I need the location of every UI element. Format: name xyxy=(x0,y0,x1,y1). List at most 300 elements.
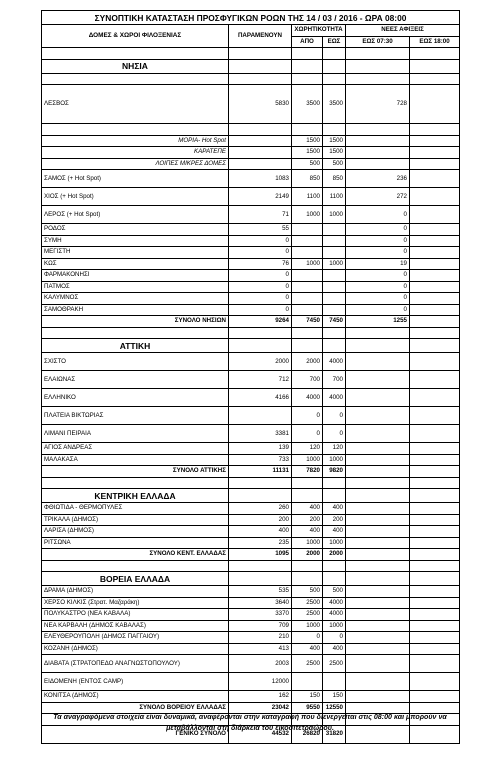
empty-cell xyxy=(229,327,292,339)
data-row xyxy=(42,691,460,703)
arrivals-1800-cell xyxy=(410,224,460,236)
capacity-to-cell: 0 xyxy=(323,632,346,644)
arrivals-0730-cell: 0 xyxy=(346,293,410,305)
structure-name: ΕΛΕΥΘΕΡΟΥΠΟΛΗ (ΔΗΜΟΣ ΠΑΓΓΑΙΟΥ) xyxy=(42,632,229,644)
header-remaining: ΠΑΡΑΜΕΝΟΥΝ xyxy=(229,25,292,48)
remaining-cell xyxy=(229,407,292,425)
arrivals-1800-cell xyxy=(410,620,460,632)
capacity-from-cell: 7450 xyxy=(292,316,323,328)
capacity-to-cell xyxy=(323,270,346,282)
data-row xyxy=(42,224,460,236)
section-row xyxy=(42,489,460,503)
empty-cell xyxy=(346,339,410,353)
remaining-cell: 0 xyxy=(229,235,292,247)
capacity-from-cell xyxy=(292,293,323,305)
structure-name: ΕΛΛΗΝΙΚΟ xyxy=(42,389,229,407)
header-row xyxy=(42,25,460,37)
data-row xyxy=(42,353,460,371)
section-row xyxy=(42,59,460,73)
arrivals-0730-cell: 728 xyxy=(346,85,410,124)
capacity-to-cell: 1000 xyxy=(323,620,346,632)
arrivals-1800-cell xyxy=(410,206,460,224)
arrivals-1800-cell xyxy=(410,293,460,305)
capacity-to-cell: 0 xyxy=(323,425,346,443)
capacity-to-cell: 400 xyxy=(323,643,346,655)
empty-cell xyxy=(42,73,229,85)
capacity-from-cell: 1000 xyxy=(292,206,323,224)
empty-cell xyxy=(229,48,292,60)
structure-name: ΔΡΑΜΑ (ΔΗΜΟΣ) xyxy=(42,586,229,598)
arrivals-0730-cell xyxy=(346,407,410,425)
structure-name: ΔΙΑΒΑΤΑ (ΣΤΡΑΤΟΠΕΔΟ ΑΝΑΓΝΩΣΤΟΠΟΥΛΟΥ) xyxy=(42,655,229,673)
structure-name: ΜΕΓΙΣΤΗ xyxy=(42,247,229,259)
arrivals-0730-cell xyxy=(346,549,410,561)
empty-cell xyxy=(346,59,410,73)
arrivals-0730-cell xyxy=(346,466,410,478)
capacity-from-cell: 1000 xyxy=(292,620,323,632)
data-row xyxy=(42,158,460,170)
remaining-cell: 12000 xyxy=(229,673,292,691)
remaining-cell: 210 xyxy=(229,632,292,644)
empty-cell xyxy=(323,477,346,489)
arrivals-1800-cell xyxy=(410,147,460,159)
section-heading: ΚΕΝΤΡΙΚΗ ΕΛΛΑΔΑ xyxy=(42,489,229,503)
capacity-to-cell xyxy=(323,224,346,236)
arrivals-0730-cell: 0 xyxy=(346,247,410,259)
remaining-cell: 733 xyxy=(229,454,292,466)
remaining-cell: 400 xyxy=(229,526,292,538)
total-row xyxy=(42,549,460,561)
empty-cell xyxy=(346,124,410,136)
capacity-to-cell xyxy=(323,293,346,305)
arrivals-1800-cell xyxy=(410,454,460,466)
structure-name: ΜΟΡΙΑ- Hot Spot xyxy=(42,135,229,147)
structure-name: ΧΕΡΣΟ ΚΙΛΚΙΣ (Στρατ. Μαζαράκη) xyxy=(42,597,229,609)
capacity-to-cell: 4000 xyxy=(323,597,346,609)
empty-cell xyxy=(292,327,323,339)
structure-name: ΛΕΡΟΣ (+ Hot Spot) xyxy=(42,206,229,224)
arrivals-0730-cell: 236 xyxy=(346,170,410,188)
arrivals-1800-cell xyxy=(410,407,460,425)
empty-cell xyxy=(323,339,346,353)
arrivals-0730-cell: 0 xyxy=(346,270,410,282)
capacity-to-cell: 1000 xyxy=(323,206,346,224)
capacity-from-cell xyxy=(292,281,323,293)
data-row xyxy=(42,371,460,389)
spacer-row xyxy=(42,327,460,339)
data-row xyxy=(42,270,460,282)
capacity-from-cell: 500 xyxy=(292,586,323,598)
remaining-cell: 5830 xyxy=(229,85,292,124)
remaining-cell: 9264 xyxy=(229,316,292,328)
header-capacity: ΧΩΡΗΤΙΚΟΤΗΤΑ xyxy=(292,25,346,37)
arrivals-0730-cell xyxy=(346,147,410,159)
capacity-to-cell: 4000 xyxy=(323,353,346,371)
data-row xyxy=(42,293,460,305)
empty-cell xyxy=(410,339,460,353)
arrivals-1800-cell xyxy=(410,691,460,703)
arrivals-1800-cell xyxy=(410,526,460,538)
empty-cell xyxy=(346,48,410,60)
arrivals-0730-cell xyxy=(346,597,410,609)
structure-name: ΚΑΡΑΤΕΠΕ xyxy=(42,147,229,159)
data-row xyxy=(42,147,460,159)
remaining-cell: 0 xyxy=(229,304,292,316)
empty-cell xyxy=(323,560,346,572)
arrivals-1800-cell xyxy=(410,466,460,478)
arrivals-1800-cell xyxy=(410,135,460,147)
arrivals-0730-cell: 0 xyxy=(346,206,410,224)
capacity-to-cell: 7450 xyxy=(323,316,346,328)
empty-cell xyxy=(323,489,346,503)
arrivals-1800-cell xyxy=(410,247,460,259)
capacity-to-cell xyxy=(323,281,346,293)
capacity-to-cell: 1500 xyxy=(323,147,346,159)
capacity-from-cell: 0 xyxy=(292,407,323,425)
empty-cell xyxy=(410,59,460,73)
arrivals-1800-cell xyxy=(410,655,460,673)
spacer-row xyxy=(42,477,460,489)
capacity-from-cell: 2500 xyxy=(292,597,323,609)
remaining-cell: 76 xyxy=(229,258,292,270)
capacity-from-cell: 400 xyxy=(292,503,323,515)
data-row xyxy=(42,537,460,549)
structure-name: ΛΙΜΑΝΙ ΠΕΙΡΑΙΑ xyxy=(42,425,229,443)
arrivals-0730-cell xyxy=(346,586,410,598)
capacity-to-cell: 2500 xyxy=(323,655,346,673)
structure-name: ΡΙΤΣΩΝΑ xyxy=(42,537,229,549)
arrivals-0730-cell xyxy=(346,673,410,691)
empty-cell xyxy=(346,560,410,572)
structure-name: ΧΙΟΣ (+ Hot Spot) xyxy=(42,188,229,206)
capacity-from-cell: 26820 xyxy=(292,725,323,743)
structure-name: ΠΟΛΥΚΑΣΤΡΟ (ΝΕΑ ΚΑΒΑΛΑ) xyxy=(42,609,229,621)
arrivals-1800-cell xyxy=(410,270,460,282)
capacity-from-cell xyxy=(292,247,323,259)
structure-name: ΕΛΑΙΩΝΑΣ xyxy=(42,371,229,389)
capacity-to-cell xyxy=(323,673,346,691)
header-new-arrivals: ΝΕΕΣ ΑΦΙΞΕΙΣ xyxy=(346,25,460,37)
remaining-cell xyxy=(229,158,292,170)
structure-name: ΚΟΝΙΤΣΑ (ΔΗΜΟΣ) xyxy=(42,691,229,703)
structure-name: ΦΑΡΜΑΚΟΝΗΣΙ xyxy=(42,270,229,282)
empty-cell xyxy=(410,560,460,572)
capacity-to-cell: 9820 xyxy=(323,466,346,478)
empty-cell xyxy=(292,59,323,73)
remaining-cell: 11131 xyxy=(229,466,292,478)
title-row xyxy=(42,11,460,25)
arrivals-1800-cell xyxy=(410,158,460,170)
empty-cell xyxy=(42,560,229,572)
arrivals-1800-cell xyxy=(410,85,460,124)
capacity-from-cell: 850 xyxy=(292,170,323,188)
capacity-from-cell: 2000 xyxy=(292,353,323,371)
empty-cell xyxy=(410,489,460,503)
arrivals-1800-cell xyxy=(410,597,460,609)
empty-cell xyxy=(292,560,323,572)
capacity-to-cell: 1500 xyxy=(323,135,346,147)
remaining-cell: 0 xyxy=(229,247,292,259)
arrivals-0730-cell: 0 xyxy=(346,224,410,236)
structure-name: ΤΡΙΚΑΛΑ (ΔΗΜΟΣ) xyxy=(42,514,229,526)
data-row xyxy=(42,281,460,293)
remaining-cell: 3370 xyxy=(229,609,292,621)
data-row xyxy=(42,643,460,655)
arrivals-0730-cell xyxy=(346,537,410,549)
empty-cell xyxy=(346,73,410,85)
capacity-to-cell xyxy=(323,247,346,259)
capacity-to-cell: 12550 xyxy=(323,702,346,714)
header-structures: ΔΟΜΕΣ & ΧΩΡΟΙ ΦΙΛΟΞΕΝΙΑΣ xyxy=(42,25,229,48)
remaining-cell: 535 xyxy=(229,586,292,598)
arrivals-0730-cell: 0 xyxy=(346,281,410,293)
refugee-flows-table xyxy=(41,10,460,744)
capacity-from-cell xyxy=(292,270,323,282)
empty-cell xyxy=(292,73,323,85)
remaining-cell: 235 xyxy=(229,537,292,549)
data-row xyxy=(42,597,460,609)
arrivals-0730-cell xyxy=(346,503,410,515)
empty-cell xyxy=(292,572,323,586)
empty-cell xyxy=(229,489,292,503)
structure-name: ΛΑΡΙΣΑ (ΔΗΜΟΣ) xyxy=(42,526,229,538)
remaining-cell: 2000 xyxy=(229,353,292,371)
remaining-cell: 0 xyxy=(229,281,292,293)
empty-cell xyxy=(323,73,346,85)
empty-cell xyxy=(323,572,346,586)
capacity-from-cell: 150 xyxy=(292,691,323,703)
arrivals-1800-cell xyxy=(410,371,460,389)
empty-cell xyxy=(229,339,292,353)
capacity-from-cell: 500 xyxy=(292,158,323,170)
arrivals-1800-cell xyxy=(410,425,460,443)
arrivals-1800-cell xyxy=(410,537,460,549)
empty-cell xyxy=(410,327,460,339)
capacity-to-cell: 150 xyxy=(323,691,346,703)
arrivals-0730-cell xyxy=(346,609,410,621)
structure-name: ΣΑΜΟΘΡΑΚΗ xyxy=(42,304,229,316)
data-row xyxy=(42,609,460,621)
arrivals-0730-cell: 19 xyxy=(346,258,410,270)
structure-name: ΠΑΤΜΟΣ xyxy=(42,281,229,293)
empty-cell xyxy=(346,477,410,489)
data-row xyxy=(42,188,460,206)
capacity-to-cell xyxy=(323,304,346,316)
report-title: ΣΥΝΟΠΤΙΚΗ ΚΑΤΑΣΤΑΣΗ ΠΡΟΣΦΥΓΙΚΩΝ ΡΟΩΝ ΤΗΣ 14 / 03 / 2016 - ΩΡΑ 08:00 xyxy=(42,11,460,25)
empty-cell xyxy=(410,477,460,489)
arrivals-0730-cell xyxy=(346,526,410,538)
empty-cell xyxy=(323,59,346,73)
data-row xyxy=(42,235,460,247)
remaining-cell: 413 xyxy=(229,643,292,655)
capacity-from-cell: 2000 xyxy=(292,549,323,561)
remaining-cell: 712 xyxy=(229,371,292,389)
empty-cell xyxy=(229,560,292,572)
arrivals-0730-cell xyxy=(346,389,410,407)
arrivals-1800-cell xyxy=(410,514,460,526)
arrivals-0730-cell: 0 xyxy=(346,304,410,316)
data-row xyxy=(42,514,460,526)
empty-cell xyxy=(410,73,460,85)
structure-name: ΠΛΑΤΕΙΑ ΒΙΚΤΩΡΙΑΣ xyxy=(42,407,229,425)
footnote: Τα αναγραφόμενα στοιχεία είναι δυναμικά, αναφέρονται στην καταγραφή που διενεργείται στις 08:00 και μπορούν να μεταβάλλονται στη διάρκεια του εικοσιτετραώρου. xyxy=(53,713,447,732)
capacity-from-cell: 700 xyxy=(292,371,323,389)
capacity-to-cell: 500 xyxy=(323,158,346,170)
section-row xyxy=(42,572,460,586)
structure-name: ΣΧΙΣΤΟ xyxy=(42,353,229,371)
remaining-cell: 4166 xyxy=(229,389,292,407)
total-label: ΣΥΝΟΛΟ ΒΟΡΕΙΟΥ ΕΛΛΑΔΑΣ xyxy=(42,702,229,714)
capacity-from-cell xyxy=(292,224,323,236)
empty-cell xyxy=(42,477,229,489)
remaining-cell xyxy=(229,135,292,147)
structure-name: ΚΩΣ xyxy=(42,258,229,270)
arrivals-1800-cell xyxy=(410,549,460,561)
empty-cell xyxy=(229,73,292,85)
arrivals-1800-cell xyxy=(410,281,460,293)
remaining-cell: 0 xyxy=(229,293,292,305)
empty-cell xyxy=(292,477,323,489)
section-heading: ΒΟΡΕΙΑ ΕΛΛΑΔΑ xyxy=(42,572,229,586)
arrivals-0730-cell xyxy=(346,425,410,443)
remaining-cell: 2149 xyxy=(229,188,292,206)
capacity-from-cell: 400 xyxy=(292,526,323,538)
arrivals-1800-cell xyxy=(410,170,460,188)
capacity-from-cell: 7820 xyxy=(292,466,323,478)
arrivals-1800-cell xyxy=(410,673,460,691)
capacity-to-cell: 400 xyxy=(323,503,346,515)
capacity-from-cell xyxy=(292,304,323,316)
data-row xyxy=(42,389,460,407)
total-label: ΣΥΝΟΛΟ ΝΗΣΙΩΝ xyxy=(42,316,229,328)
total-row xyxy=(42,316,460,328)
arrivals-0730-cell: 272 xyxy=(346,188,410,206)
arrivals-0730-cell: 0 xyxy=(346,235,410,247)
arrivals-0730-cell xyxy=(346,655,410,673)
structure-name: ΦΘΙΩΤΙΔΑ - ΘΕΡΜΟΠΥΛΕΣ xyxy=(42,503,229,515)
capacity-from-cell: 2500 xyxy=(292,655,323,673)
arrivals-0730-cell xyxy=(346,691,410,703)
empty-cell xyxy=(410,124,460,136)
data-row xyxy=(42,304,460,316)
capacity-to-cell: 1000 xyxy=(323,537,346,549)
remaining-cell: 44532 xyxy=(229,725,292,743)
arrivals-0730-cell xyxy=(346,353,410,371)
remaining-cell: 55 xyxy=(229,224,292,236)
empty-cell xyxy=(410,48,460,60)
structure-name: ΜΑΛΑΚΑΣΑ xyxy=(42,454,229,466)
empty-cell xyxy=(346,489,410,503)
structure-name: ΣΑΜΟΣ (+ Hot Spot) xyxy=(42,170,229,188)
structure-name: ΣΥΜΗ xyxy=(42,235,229,247)
capacity-to-cell: 0 xyxy=(323,407,346,425)
structure-name: ΚΑΛΥΜΝΟΣ xyxy=(42,293,229,305)
arrivals-1800-cell xyxy=(410,389,460,407)
capacity-from-cell xyxy=(292,235,323,247)
data-row xyxy=(42,620,460,632)
arrivals-1800-cell xyxy=(410,188,460,206)
empty-cell xyxy=(292,124,323,136)
arrivals-0730-cell xyxy=(346,454,410,466)
remaining-cell: 162 xyxy=(229,691,292,703)
remaining-cell: 709 xyxy=(229,620,292,632)
capacity-to-cell xyxy=(323,235,346,247)
arrivals-1800-cell xyxy=(410,235,460,247)
empty-cell xyxy=(42,48,229,60)
structure-name: ΛΟΙΠΕΣ ΜΙΚΡΕΣ ΔΟΜΕΣ xyxy=(42,158,229,170)
total-label: ΣΥΝΟΛΟ ΚΕΝΤ. ΕΛΛΑΔΑΣ xyxy=(42,549,229,561)
capacity-from-cell: 200 xyxy=(292,514,323,526)
remaining-cell: 0 xyxy=(229,270,292,282)
empty-cell xyxy=(229,477,292,489)
arrivals-1800-cell xyxy=(410,632,460,644)
capacity-from-cell: 9550 xyxy=(292,702,323,714)
remaining-cell xyxy=(229,147,292,159)
arrivals-0730-cell xyxy=(346,632,410,644)
arrivals-0730-cell xyxy=(346,371,410,389)
arrivals-0730-cell xyxy=(346,643,410,655)
arrivals-1800-cell xyxy=(410,503,460,515)
capacity-from-cell: 0 xyxy=(292,632,323,644)
arrivals-0730-cell: 1255 xyxy=(346,316,410,328)
structure-name: ΡΟΔΟΣ xyxy=(42,224,229,236)
data-row xyxy=(42,407,460,425)
capacity-from-cell: 0 xyxy=(292,425,323,443)
empty-cell xyxy=(346,572,410,586)
structure-name: ΕΙΔΟΜΕΝΗ (ΕΝΤΟΣ CAMP) xyxy=(42,673,229,691)
empty-cell xyxy=(292,489,323,503)
data-row xyxy=(42,85,460,124)
capacity-to-cell: 120 xyxy=(323,443,346,455)
remaining-cell: 1095 xyxy=(229,549,292,561)
data-row xyxy=(42,443,460,455)
remaining-cell: 2003 xyxy=(229,655,292,673)
data-row xyxy=(42,526,460,538)
data-row xyxy=(42,632,460,644)
capacity-to-cell: 850 xyxy=(323,170,346,188)
capacity-to-cell: 1100 xyxy=(323,188,346,206)
structure-name: ΑΓΙΟΣ ΑΝΔΡΕΑΣ xyxy=(42,443,229,455)
capacity-from-cell: 400 xyxy=(292,643,323,655)
remaining-cell: 200 xyxy=(229,514,292,526)
capacity-to-cell: 4000 xyxy=(323,389,346,407)
empty-cell xyxy=(229,572,292,586)
total-label: ΓΕΝΙΚΟ ΣΥΝΟΛΟ xyxy=(42,725,229,743)
arrivals-0730-cell xyxy=(346,443,410,455)
capacity-from-cell: 120 xyxy=(292,443,323,455)
capacity-to-cell: 4000 xyxy=(323,609,346,621)
capacity-to-cell: 31820 xyxy=(323,725,346,743)
capacity-to-cell: 200 xyxy=(323,514,346,526)
empty-cell xyxy=(323,48,346,60)
arrivals-0730-cell xyxy=(346,620,410,632)
arrivals-1800-cell xyxy=(410,643,460,655)
arrivals-1800-cell xyxy=(410,609,460,621)
capacity-from-cell: 2500 xyxy=(292,609,323,621)
capacity-from-cell: 4000 xyxy=(292,389,323,407)
remaining-cell: 139 xyxy=(229,443,292,455)
remaining-cell: 260 xyxy=(229,503,292,515)
spacer-row xyxy=(42,124,460,136)
header-until-0730: ΕΩΣ 07:30 xyxy=(346,36,410,48)
arrivals-1800-cell xyxy=(410,304,460,316)
total-label: ΣΥΝΟΛΟ ΑΤΤΙΚΗΣ xyxy=(42,466,229,478)
capacity-to-cell: 400 xyxy=(323,526,346,538)
empty-cell xyxy=(229,124,292,136)
capacity-from-cell: 1100 xyxy=(292,188,323,206)
section-heading: ΝΗΣΙΑ xyxy=(42,59,229,73)
data-row xyxy=(42,673,460,691)
